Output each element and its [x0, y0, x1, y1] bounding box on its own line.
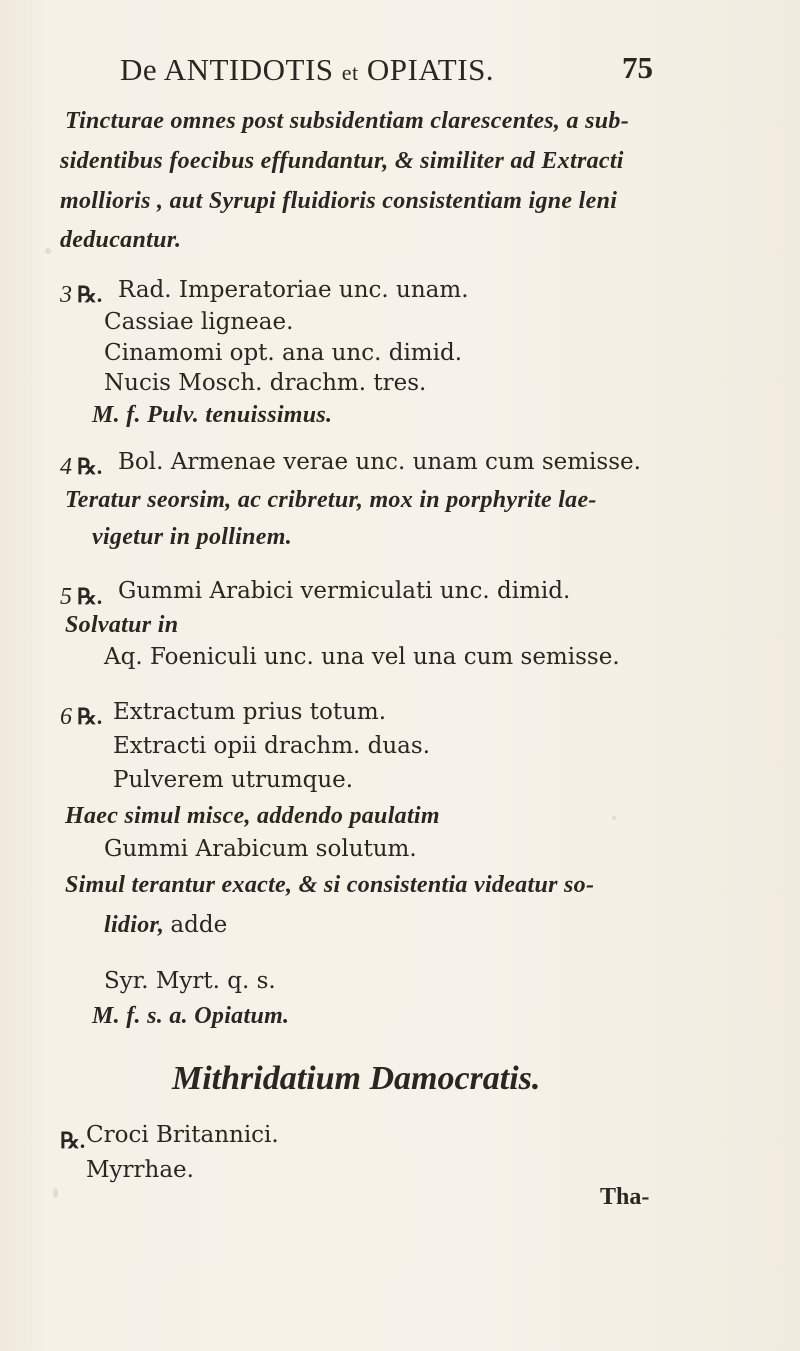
- foxing-spot: [53, 1188, 58, 1198]
- recipe-symbol: ℞.: [77, 282, 103, 307]
- ingredient-line: Cinamomi opt. ana unc. dimid.: [104, 340, 463, 366]
- intro-line: mollioris , aut Syrupi fluidioris consistentiam igne leni: [60, 188, 618, 214]
- recipe-symbol: ℞.: [77, 584, 103, 609]
- recipe-instruction: M. f. s. a. Opiatum.: [92, 1003, 290, 1029]
- ingredient-line: Bol. Armenae verae unc. unam cum semisse.: [118, 449, 641, 475]
- recipe-instruction: vigetur in pollinem.: [92, 524, 293, 550]
- recipe-symbol: ℞.: [77, 704, 103, 729]
- recipe-instruction: M. f. Pulv. tenuissimus.: [92, 402, 333, 428]
- ingredient-line: Extractum prius totum.: [113, 699, 387, 725]
- section-title: Mithridatium Damocratis.: [172, 1060, 541, 1097]
- ingredient-line: Syr. Myrt. q. s.: [104, 968, 276, 994]
- page-number: 75: [622, 50, 653, 85]
- ingredient-line: Pulverem utrumque.: [113, 767, 354, 793]
- ingredient-line: Extracti opii drachm. duas.: [113, 733, 431, 759]
- running-header: De ANTIDOTIS et OPIATIS.: [120, 52, 495, 87]
- recipe-instruction: Solvatur in: [65, 612, 179, 638]
- recipe-number: 6: [60, 704, 72, 730]
- ingredient-line: Nucis Mosch. drachm. tres.: [104, 370, 427, 396]
- intro-line: sidentibus foecibus effundantur, & similiter ad Extracti: [60, 148, 624, 174]
- ingredient-line: Aq. Foeniculi unc. una vel una cum semisse.: [104, 644, 620, 670]
- recipe-instruction: lidior, adde: [104, 912, 228, 938]
- ingredient-line: Cassiae ligneae.: [104, 309, 294, 335]
- recipe-symbol: ℞.: [77, 454, 103, 479]
- recipe-instruction: Teratur seorsim, ac cribretur, mox in porphyrite lae-: [65, 487, 597, 513]
- ingredient-line: Myrrhae.: [86, 1157, 194, 1183]
- ingredient-line: Rad. Imperatoriae unc. unam.: [118, 277, 469, 303]
- catchword: Tha-: [600, 1184, 650, 1210]
- recipe-number: 4: [60, 454, 72, 480]
- recipe-number: 3: [60, 282, 72, 308]
- recipe-number: 5: [60, 584, 72, 610]
- foxing-spot: [612, 816, 616, 820]
- intro-line: deducantur.: [60, 227, 182, 253]
- ingredient-line: Gummi Arabicum solutum.: [104, 836, 417, 862]
- intro-line: Tincturae omnes post subsidentiam clarescentes, a sub-: [65, 108, 630, 134]
- ingredient-line: Gummi Arabici vermiculati unc. dimid.: [118, 578, 571, 604]
- recipe-instruction: Haec simul misce, addendo paulatim: [65, 803, 440, 829]
- recipe-symbol: ℞.: [60, 1128, 86, 1153]
- foxing-spot: [45, 248, 51, 254]
- recipe-instruction: Simul terantur exacte, & si consistentia videatur so-: [65, 872, 595, 898]
- ingredient-line: Croci Britannici.: [86, 1122, 279, 1148]
